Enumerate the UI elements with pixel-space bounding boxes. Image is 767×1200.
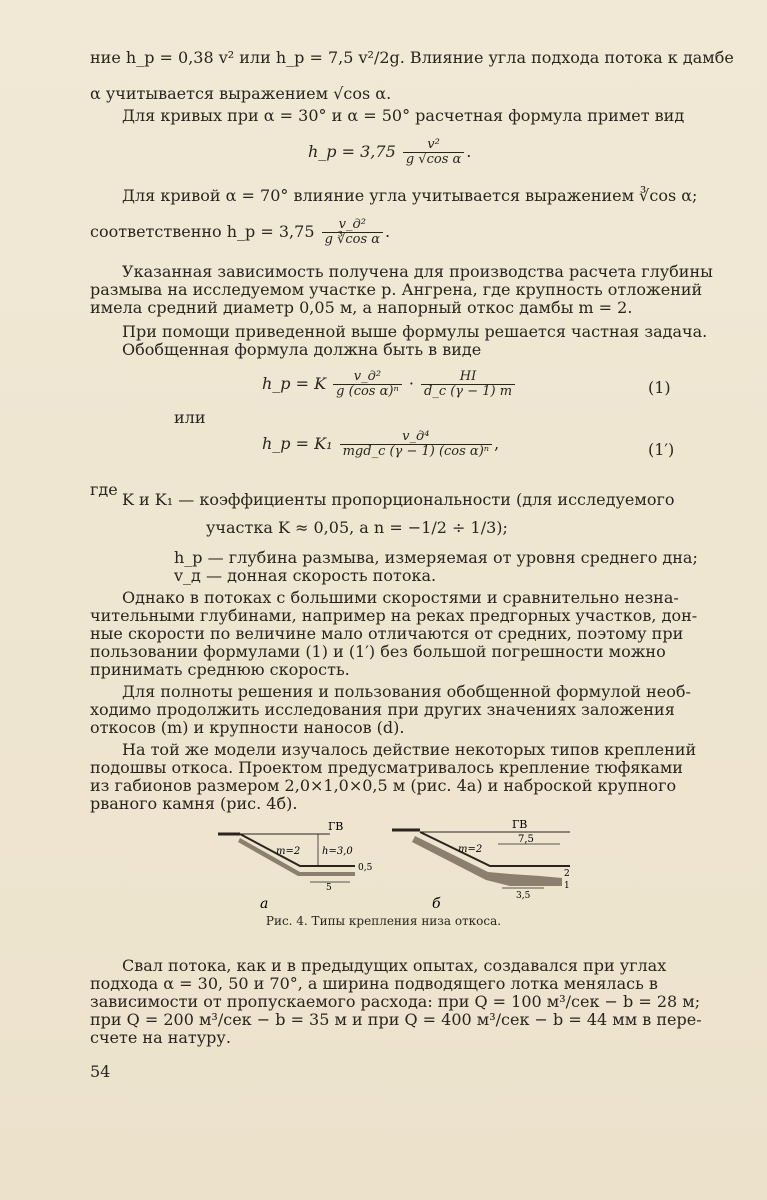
fraction-numerator: v_д² <box>333 370 402 385</box>
figure-4a <box>218 820 373 912</box>
fraction <box>333 370 402 399</box>
text-line: α учитывается выражением √cos α. <box>90 84 392 103</box>
text-line: где <box>90 480 118 499</box>
subfigure-a-label: а <box>260 896 269 912</box>
text-line: На той же модели изучалось действие некоторых типов креплений <box>122 740 697 759</box>
fraction-numerator: v² <box>403 138 464 153</box>
fraction <box>340 430 492 459</box>
figure-4 <box>210 818 590 918</box>
text-line: Обобщенная формула должна быть в виде <box>122 340 482 359</box>
figure-4b <box>392 818 570 912</box>
label-m-b: m=2 <box>458 844 483 855</box>
formula-lhs: соответственно h_p = 3,75 <box>90 222 315 241</box>
text-line: Для кривых при α = 30° и α = 50° расчетная формула примет вид <box>122 106 685 125</box>
fraction <box>421 370 515 399</box>
fraction-denominator: g (cos α)ⁿ <box>336 384 399 399</box>
equation-number: (1) <box>648 378 671 397</box>
slope-line <box>420 832 570 866</box>
label-h-a: h=3,0 <box>322 846 353 857</box>
text-line: h_p — глубина размыва, измеряемая от уровня среднего дна; <box>174 548 698 567</box>
text-line: Для кривой α = 70° влияние угла учитывается выражением ∛cos α; <box>122 186 698 205</box>
equation-number: (1′) <box>648 440 675 459</box>
text-line: Указанная зависимость получена для производства расчета глубины <box>122 262 713 281</box>
fraction-denominator: mgd_c (γ − 1) (cos α)ⁿ <box>342 444 490 459</box>
text-line: пользовании формулами (1) и (1′) без большой погрешности можно <box>90 642 666 661</box>
subfigure-b-label: б <box>432 896 441 912</box>
label-75: 7,5 <box>518 834 534 845</box>
gabion-mattress <box>238 838 355 876</box>
fraction-denominator: g √cos α <box>405 152 462 167</box>
text-line: ние h_p = 0,38 v² или h_p = 7,5 v²/2g. Влияние угла подхода потока к дамбе <box>90 48 734 67</box>
label-1: 1 <box>564 881 570 891</box>
fraction-numerator: v_д² <box>322 218 383 233</box>
text-line: подхода α = 30, 50 и 70°, а ширина подводящего лотка менялась в <box>90 974 658 993</box>
text-line: зависимости от пропускаемого расхода: при Q = 100 м³/сек − b = 28 м; <box>90 992 701 1011</box>
text-line: подошвы откоса. Проектом предусматривалось крепление тюфяками <box>90 758 683 777</box>
text-line: При помощи приведенной выше формулы решается частная задача. <box>122 322 708 341</box>
equation-1: h_p = K $\frac{\text{v\_д²}}{\text{g (cos α)ⁿ}}$ · $\frac{HI}{d\_c (\gamma - 1) m}$ <box>262 370 517 399</box>
label-05: 0,5 <box>358 863 373 873</box>
formula-2: соответственно h_p = 3,75 $\frac{\text{v\_д²}}{\text{g ∛cos α}}$ . <box>90 217 391 247</box>
text-line: Для полноты решения и пользования обобщенной формулой необ- <box>122 682 691 701</box>
text-line: размыва на исследуемом участке р. Ангрена, где крупность отложений <box>90 280 703 299</box>
text-line: ные скорости по величине мало отличаются от средних, поэтому при <box>90 624 684 643</box>
text-line: Однако в потоках с большими скоростями и сравнительно незна- <box>122 588 679 607</box>
text-line: из габионов размером 2,0×1,0×0,5 м (рис. 4а) и наброской крупного <box>90 776 677 795</box>
label-35: 3,5 <box>516 891 531 901</box>
fraction-numerator: HI <box>421 370 515 385</box>
text-line: участка K ≈ 0,05, а n = −1/2 ÷ 1/3); <box>206 518 508 537</box>
text-line: счете на натуру. <box>90 1028 231 1047</box>
text-line: откосов (m) и крупности наносов (d). <box>90 718 405 737</box>
fraction <box>322 218 383 247</box>
label-m-a: m=2 <box>276 846 301 857</box>
text-line: имела средний диаметр 0,05 м, а напорный откос дамбы m = 2. <box>90 298 633 317</box>
formula-lhs: h_p = 3,75 <box>308 142 396 161</box>
text-line: v_д — донная скорость потока. <box>174 566 437 585</box>
fraction-denominator: g ∛cos α <box>324 232 381 247</box>
page-number: 54 <box>90 1062 111 1081</box>
equation-lhs: h_p = K₁ <box>262 434 333 453</box>
figure-caption: Рис. 4. Типы крепления низа откоса. <box>265 914 502 928</box>
text-line: принимать среднюю скорость. <box>90 660 350 679</box>
text-line: рваного камня (рис. 4б). <box>90 794 298 813</box>
equation-lhs: h_p = K <box>262 374 327 393</box>
text-line: при Q = 200 м³/сек − b = 35 м и при Q = 400 м³/сек − b = 44 мм в пере- <box>90 1010 702 1029</box>
label-gv-b: ГВ <box>512 818 528 831</box>
text-line: или <box>174 408 206 427</box>
label-gv-a: ГВ <box>328 820 344 833</box>
fraction-numerator: v_д⁴ <box>340 430 492 445</box>
formula-1: h_p = 3,75 $\frac{\text{v²}}{\text{g √cos α}}$ . <box>308 137 472 167</box>
rock-fill <box>412 836 562 886</box>
label-5: 5 <box>326 883 332 893</box>
text-line: ходимо продолжить исследования при других значениях заложения <box>90 700 675 719</box>
fraction-denominator: d_c (γ − 1) m <box>424 384 513 399</box>
text-line: Свал потока, как и в предыдущих опытах, создавался при углах <box>122 956 667 975</box>
text-line: K и K₁ — коэффициенты пропорциональности (для исследуемого <box>122 490 675 509</box>
label-2: 2 <box>564 869 570 879</box>
equation-2: h_p = K₁ $\frac{\text{v\_д⁴}}{\text{mgd\_c (γ − 1) (cos α)ⁿ}}$ , <box>262 429 500 459</box>
fraction <box>403 138 464 167</box>
text-line: чительными глубинами, например на реках предгорных участков, дон- <box>90 606 698 625</box>
